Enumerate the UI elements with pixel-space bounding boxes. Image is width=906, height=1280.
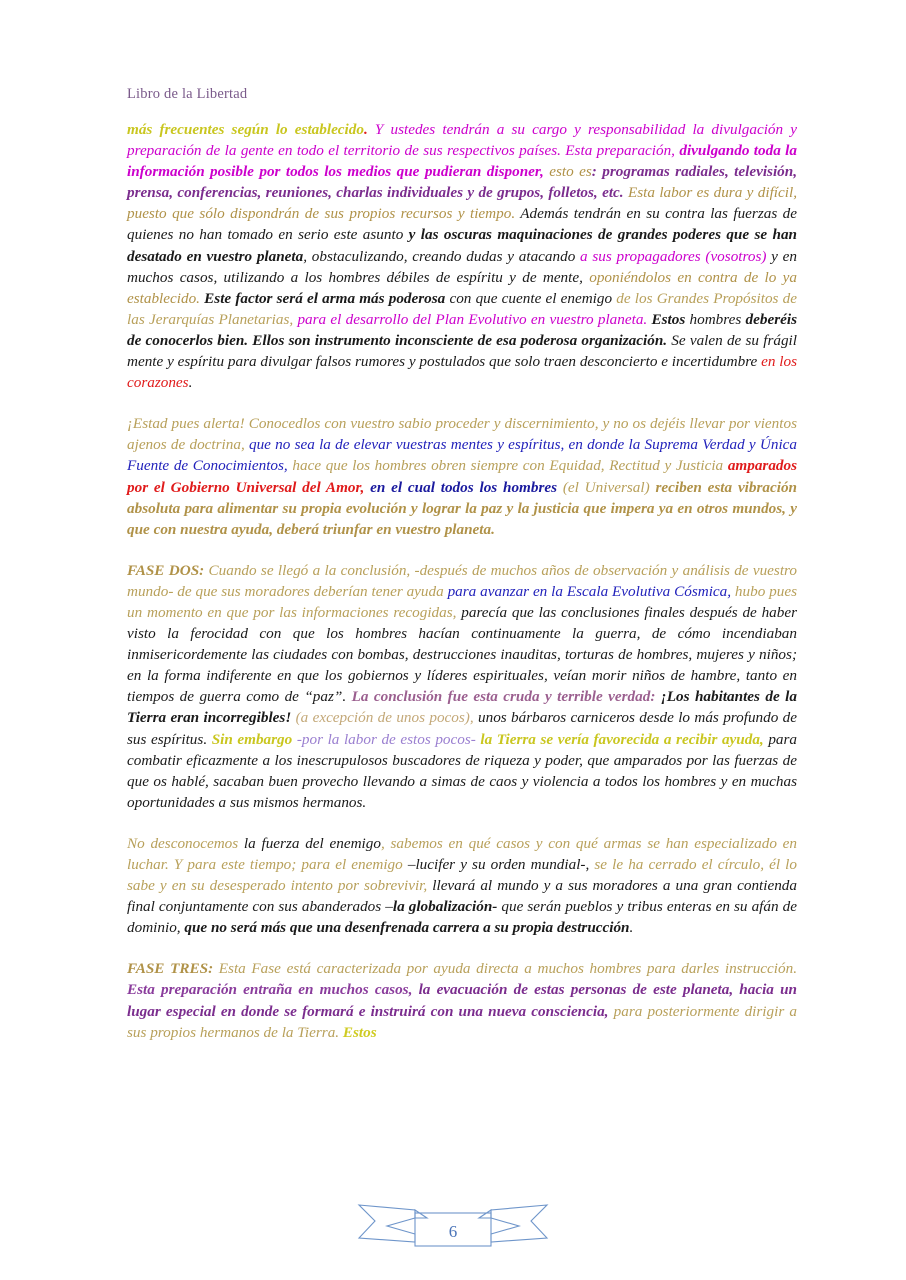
p5-span-06: Estos [339, 1023, 377, 1041]
p1-span-09: y las oscuras maquinaciones de grandes poderes que se han desatado en vuestro planeta [127, 226, 797, 265]
p1-span-18: Estos [647, 310, 686, 328]
p2-span-03: hace que los hombres obren siempre con Equidad, Rectitud y Justicia [287, 457, 728, 475]
paragraph-3 [127, 560, 797, 813]
p3-span-07: ¡Los habitantes de la Tierra eran incorregibles! [127, 688, 797, 727]
p2-span-07: reciben esta vibración absoluta para alimentar su propia evolución y lograr la paz y la justicia que impera ya en otros mundos, y que con nuestra ayuda, deberá triunfar en vuestro planeta. [127, 478, 797, 538]
p1-span-02: . [363, 121, 368, 138]
p5-span-05: para posteriormente dirigir a sus propios hermanos de la Tierra. [127, 1002, 797, 1041]
p1-span-16: de los Grandes Propósitos de las Jerarquías Planetarias, [127, 289, 797, 328]
p4-span-02: la fuerza del enemigo [238, 834, 381, 852]
p3-span-06: La conclusión fue esta cruda y terrible verdad: [346, 688, 656, 706]
p4-span-03: , sabemos en qué casos y con qué armas se han especializado en luchar. Y para este tiempo; para el enemigo [127, 834, 797, 873]
p1-span-20: deberéis de conocerlos bien. Ellos son instrumento inconsciente de esa poderosa organización. [127, 310, 797, 349]
p1-span-19: hombres [685, 310, 746, 328]
p3-span-12: la Tierra se vería favorecida a recibir ayuda, [475, 730, 764, 748]
p4-span-07: la globalización- [392, 898, 498, 916]
p1-span-12: y en muchos casos, utilizando a los hombres débiles de espíritu y de mente, [127, 247, 797, 286]
p1-span-13: oponiéndolos en contra de lo ya establecido. [127, 268, 798, 307]
p1-span-01: más frecuentes según lo establecido [127, 121, 364, 138]
p2-span-06: (el Universal) [557, 478, 650, 496]
p3-span-11: -por la labor de estos pocos- [292, 730, 476, 748]
p4-span-05: se le ha cerrado el círculo, él lo sabe y en su desesperado intento por sobrevivir, [127, 856, 797, 895]
paragraph-2 [127, 413, 797, 540]
p3-span-08: (a excepción de unos pocos), [291, 709, 474, 727]
p3-span-04: hubo pues un momento en que por las informaciones recogidas, [127, 582, 797, 621]
p4-span-01: No desconocemos [127, 834, 239, 852]
p1-span-21: Se valen de su frágil mente y espíritu para divulgar falsos rumores y postulados que solo traen desconcierto e incertidumbre [127, 331, 797, 371]
p2-span-01: ¡Estad pues alerta! Conocedlos con vuestro sabio proceder y discernimiento, y no os dejéis llevar por vientos ajenos de doctrina, [127, 415, 797, 454]
paragraph-4 [127, 833, 797, 938]
p1-span-05: esto es [543, 163, 592, 181]
p1-span-08: Además tendrán en su contra las fuerzas de quienes no han tomado en serio este asunto [127, 205, 797, 244]
p5-span-02: Esta Fase está caracterizada por ayuda directa a muchos hombres para darles instrucción. [213, 960, 797, 978]
p1-span-06: : programas radiales, televisión, prensa, conferencias, reuniones, charlas individuales y de grupos, folletos, etc. [127, 163, 798, 202]
p2-span-02: que no sea la de elevar vuestras mentes y espíritus, en donde la Suprema Verdad y Única Fuente de Conocimientos, [127, 436, 798, 475]
p1-span-03: Y ustedes tendrán a su cargo y responsabilidad la divulgación y preparación de la gente en todo el territorio de sus respectivos países. Esta preparación, [127, 121, 798, 160]
document-body [127, 119, 797, 1043]
p3-span-05: parecía que las conclusiones finales después de haber visto la ferocidad con que los hombres hacían continuamente la guerra, de cómo incendiaban inmisericordemente las ciudades con bombas, destrucciones inauditas, torturas de hombres, mujeres y niños; en la forma indiferente en que los gobiernos y líderes espirituales, veían morir niños de hambre, tanto en tiempos de guerra como de “paz”. [127, 603, 798, 706]
p1-span-10: , obstaculizando, creando dudas y atacando [303, 247, 581, 265]
p4-span-08: que serán pueblos y tribus enteras en su afán de dominio, [127, 898, 797, 937]
p5-span-01: FASE TRES: [127, 960, 214, 978]
p3-span-01: FASE DOS: [127, 561, 205, 579]
p4-span-06: llevará al mundo y a sus moradores a una gran contienda final conjuntamente con sus abanderados – [127, 877, 797, 916]
page-footer-ribbon [0, 1196, 906, 1270]
page-number: 6 [448, 1222, 458, 1241]
p1-span-15: con que cuente el enemigo [445, 289, 617, 307]
p3-span-13: para combatir eficazmente a los inescrupulosos buscadores de riqueza y poder, que amparados por las fuerzas de que os hablé, sacaban buen provecho llevando a simas de caos y violencia a todos los hombres y en muchas oportunidades a sus mismos hermanos. [127, 730, 798, 811]
p1-span-11: a sus propagadores (vosotros) [580, 247, 767, 265]
p3-span-03: para avanzar en la Escala Evolutiva Cósmica, [447, 582, 732, 600]
p4-span-10: . [629, 919, 634, 937]
p2-span-04: amparados por el Gobierno Universal del Amor, [127, 457, 798, 496]
paragraph-1 [127, 119, 797, 393]
p3-span-02: Cuando se llegó a la conclusión, -después de muchos años de observación y análisis de vuestro mundo- de que sus moradores deberían tener ayuda [127, 561, 797, 600]
p1-span-23: . [188, 374, 193, 392]
p1-span-22: en los corazones [127, 353, 797, 392]
p4-span-09: que no será más que una desenfrenada carrera a su propia destrucción [184, 919, 630, 937]
p5-span-03: Esta preparación entraña en muchos casos, [127, 981, 413, 999]
p3-span-09: unos bárbaros carniceros desde lo más profundo de sus espíritus. [127, 709, 798, 748]
p1-span-07: Esta labor es dura y difícil, puesto que sólo dispondrán de sus propios recursos y tiempo. [127, 184, 797, 223]
p2-span-05: en el cual todos los hombres [364, 478, 558, 496]
p1-span-14: Este factor será el arma más poderosa [199, 289, 446, 307]
p3-span-10: Sin embargo [207, 730, 293, 748]
p4-span-04: –lucifer y su orden mundial-, [407, 856, 590, 873]
p5-span-04: la evacuación de estas personas de este planeta, hacia un lugar especial en donde se formará e instruirá con una nueva consciencia, [127, 981, 797, 1020]
p1-span-04: divulgando toda la información posible por todos los medios que pudieran disponer, [127, 142, 797, 181]
page-header-title: Libro de la Libertad [127, 86, 248, 102]
p1-span-17: para el desarrollo del Plan Evolutivo en vuestro planeta. [293, 310, 648, 328]
paragraph-5 [127, 958, 797, 1042]
